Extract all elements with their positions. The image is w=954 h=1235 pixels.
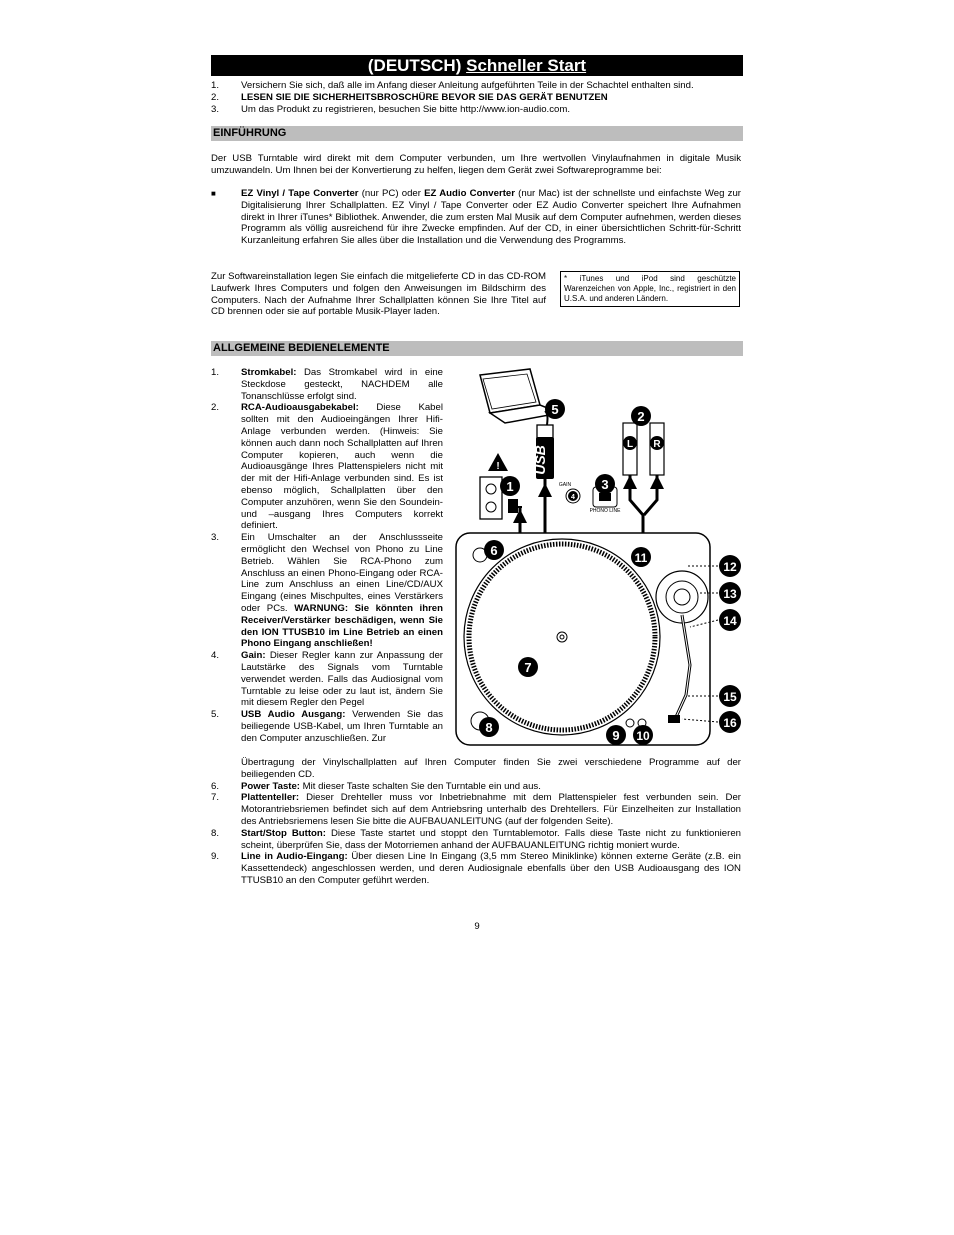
list-text: Um das Produkt zu registrieren, besuchen Sie bitte http://www.ion-audio.com. <box>241 103 571 115</box>
list-item <box>211 851 741 886</box>
list-number: 1. <box>211 80 220 91</box>
item-label: Stromkabel: <box>241 367 297 378</box>
title-prefix: (DEUTSCH) <box>367 56 462 75</box>
svg-text:3: 3 <box>601 477 609 492</box>
svg-text:15: 15 <box>723 690 737 704</box>
list-number: 9. <box>211 851 220 863</box>
item-text: Mit dieser Taste schalten Sie den Turntable ein und aus. <box>300 780 541 792</box>
list-text <box>241 709 443 744</box>
page-title <box>211 55 743 76</box>
software-bullet <box>211 188 741 247</box>
svg-text:7: 7 <box>524 660 532 675</box>
svg-text:!: ! <box>496 461 500 472</box>
list-item <box>211 650 443 709</box>
callout-16 <box>719 711 741 733</box>
callout-9 <box>606 725 626 745</box>
callout-13 <box>719 582 741 604</box>
list-item <box>211 532 443 650</box>
list-item <box>211 104 743 116</box>
page-number: 9 <box>474 921 480 932</box>
callout-14 <box>719 609 741 631</box>
left-channel-label: L <box>626 439 634 450</box>
section-heading-einfuehrung: EINFÜHRUNG <box>211 126 743 141</box>
list-text: Versichern Sie sich, daß alle im Anfang dieser Anleitung aufgeführten Teile in der Schachtel enthalten sind. <box>241 80 694 91</box>
list-item <box>211 828 741 852</box>
list-text <box>241 367 443 402</box>
item-text: Diese Kabel sollten mit den Audioeingängen Ihrer Hifi-Anlage verbunden werden. (Hinweis: Sie können auch dann noch Schallplatten auf Ihren Computer kopieren, auch wenn die Audioausgänge Ihres Plattenspielers nicht mit der mit der Hifi-Anlage verbunden sind. Es ist ebenso möglich, Schallplatten über den Computer anzuhören, wenn Sie den Soundein- und –ausgang Ihres Computers korrekt definiert. <box>241 402 443 532</box>
list-text <box>241 828 741 852</box>
callout-4 <box>568 491 578 501</box>
callout-2 <box>631 406 651 426</box>
usb-cable <box>532 411 554 533</box>
list-number: 2. <box>211 91 220 103</box>
list-text <box>241 792 741 827</box>
svg-text:13: 13 <box>723 587 737 601</box>
item-text: Übertragung der Vinylschallplatten auf Ihren Computer finden Sie zwei verschiedene Programme auf der beiliegenden CD. <box>241 757 741 780</box>
list-item <box>211 709 443 744</box>
item-label: USB Audio Ausgang: <box>241 709 346 721</box>
right-channel-label: R <box>653 439 661 450</box>
svg-text:6: 6 <box>490 543 498 558</box>
usb-text: USB <box>532 445 548 475</box>
list-item <box>211 402 443 532</box>
list-item <box>211 92 743 104</box>
svg-text:8: 8 <box>485 720 493 735</box>
list-number: 6. <box>211 780 220 792</box>
bullet-text <box>241 188 741 247</box>
list-item-continuation <box>211 757 741 781</box>
trademark-note: * iTunes und iPod sind geschützte Warenzeichen von Apple, Inc., registriert in den U.S.A. und anderen Ländern. <box>560 271 740 307</box>
install-paragraph: Zur Softwareinstallation legen Sie einfach die mitgelieferte CD in das CD-ROM Laufwerk Ihres Computers und folgen den Anweisungen im Bildschirm des Computers. Nach der Aufnahme Ihrer Schallplatten können Sie Ihre Titel auf CD brennen oder sie auf portable Musik-Player laden. <box>211 271 546 318</box>
item-label: Plattenteller: <box>241 792 300 804</box>
controls-list-narrow <box>211 367 443 745</box>
bullet-text-1: (nur PC) oder <box>358 188 425 199</box>
item-label: RCA-Audioausgabekabel: <box>241 402 359 414</box>
svg-text:10: 10 <box>636 729 650 743</box>
item-text: Diese Taste startet und stoppt den Turntablemotor. Falls diese Taste nicht zu funktionieren scheint, überprüfen Sie, dass der Motorriemen anhand der AUFBAUANLEITUNG richtig moniert wurde. <box>241 827 741 851</box>
svg-text:9: 9 <box>612 728 620 743</box>
list-text <box>241 650 443 709</box>
list-text: LESEN SIE DIE SICHERHEITSBROSCHÜRE BEVOR SIE DAS GERÄT BENUTZEN <box>241 91 608 103</box>
list-number: 8. <box>211 827 220 839</box>
callout-8 <box>479 717 499 737</box>
phono-line-text: PHONO LINE <box>589 508 621 514</box>
svg-text:1: 1 <box>506 479 514 494</box>
turntable-body <box>456 533 710 745</box>
svg-text:16: 16 <box>723 716 737 730</box>
list-item <box>211 80 743 92</box>
gain-text: GAIN <box>558 482 572 488</box>
list-text <box>241 402 443 532</box>
list-item <box>211 367 443 402</box>
callout-12 <box>719 555 741 577</box>
list-number: 5. <box>211 709 220 721</box>
list-number: 7. <box>211 792 220 804</box>
rca-cables <box>623 423 664 533</box>
list-number: 3. <box>211 532 220 544</box>
list-number: 3. <box>211 103 220 115</box>
intro-paragraph: Der USB Turntable wird direkt mit dem Computer verbunden, um Ihre wertvollen Vinylaufnahmen in digitale Musik umzuwandeln. Um Ihnen bei der Konvertierung zu helfen, liegen dem Gerät zwei Softwareprogramme bei: <box>211 153 741 176</box>
svg-text:11: 11 <box>634 551 648 565</box>
list-number: 1. <box>211 367 220 378</box>
item-text: Über diesen Line In Eingang (3,5 mm Stereo Miniklinke) können externe Geräte (z.B. ein Kassettendeck) angeschlossen werden, und deren Audiosignale ebenfalls über den USB Audioausgang des ION TTUSB10 an den Computer geführt werden. <box>241 851 741 886</box>
list-text <box>241 532 443 650</box>
callout-1 <box>500 476 520 496</box>
bullet-bold-1: EZ Vinyl / Tape Converter <box>241 188 359 199</box>
turntable-diagram <box>450 365 744 750</box>
callout-11 <box>631 547 651 567</box>
controls-list-wide <box>211 757 741 887</box>
svg-text:14: 14 <box>723 614 737 628</box>
list-number: 4. <box>211 650 220 662</box>
svg-text:4: 4 <box>571 494 575 501</box>
item-warning: WARNUNG: Sie könnten ihren Receiver/Verstärker beschädigen, wenn Sie den ION TTUSB10 im Line Betrieb an einen Phono Eingang anschließen! <box>241 602 443 650</box>
item-text: Ein Umschalter an der Anschlussseite ermöglicht den Wechsel von Phono zu Line Betrieb. Wählen Sie RCA-Phono zum Anschluss an einen Phono-Eingang oder RCA-Line zum Anschluss an einen Line/CD/AUX Eingang (eines Mischpultes, eines Verstärkers oder PCs. <box>241 532 443 614</box>
item-text: Dieser Regler kann zur Anpassung der Lautstärke des Signals vom Turntable verwendet werden. Falls das Audiosignal vom Turntable zu leise oder zu laut ist, ändern Sie mit diesem Regler den Pegel <box>241 650 443 709</box>
intro-list <box>211 80 743 115</box>
list-text <box>241 781 741 793</box>
svg-text:2: 2 <box>637 409 645 424</box>
title-main: Schneller Start <box>466 56 587 75</box>
item-text: Das Stromkabel wird in eine Steckdose gesteckt, NACHDEM alle Tonanschlüsse erfolgt sind. <box>241 367 443 402</box>
list-number: 2. <box>211 402 220 414</box>
item-label: Gain: <box>241 650 266 662</box>
section-heading-bedienelemente: ALLGEMEINE BEDIENELEMENTE <box>211 341 743 356</box>
bullet-bold-2: EZ Audio Converter <box>424 188 515 199</box>
callout-10 <box>633 725 653 745</box>
svg-text:5: 5 <box>551 402 559 417</box>
svg-text:12: 12 <box>723 560 737 574</box>
callout-7 <box>518 657 538 677</box>
list-item <box>211 781 741 793</box>
item-label: Start/Stop Button: <box>241 827 326 839</box>
callout-6 <box>484 540 504 560</box>
callout-3 <box>595 474 615 494</box>
bullet-symbol: ■ <box>211 189 216 198</box>
callout-15 <box>719 685 741 707</box>
bullet-text-2: (nur Mac) ist der schnellste und einfachste Weg zur Digitalisierung Ihrer Schallplatten. EZ Vinyl / Tape Converter oder EZ Audio Converter speichert Ihre Aufnahmen direkt in Ihrer iTunes* Bibliothek. Anwender, die zum ersten Mal Musik auf dem Computer aufnehmen, werden dieses Programm als völlig ausreichend für ihre Zwecke empfinden. Auf der CD, in einer übersichtlichen Schritt-für-Schritt Kurzanleitung erfahren Sie alles über die Installation und die Verwendung des Programms. <box>241 188 741 247</box>
item-label: Line in Audio-Eingang: <box>241 851 348 863</box>
list-text <box>241 851 741 886</box>
item-text: Verwenden Sie das beiliegende USB-Kabel, um Ihren Turntable an den Computer anzuschließen. Zur <box>241 709 443 744</box>
callout-5 <box>545 399 565 419</box>
item-label: Power Taste: <box>241 780 301 792</box>
item-text: Dieser Drehteller muss vor Inbetriebnahme mit dem Plattenspieler fest verbunden sein. Der Motorantriebsriemen befindet sich auf dem Antriebsring unterhalb des Drehtellers. Für Einzelheiten zur Installation des Antriebsriemens lesen Sie bitte die AUFBAUANLEITUNG (auf der folgenden Seite). <box>241 792 741 827</box>
list-item <box>211 792 741 827</box>
